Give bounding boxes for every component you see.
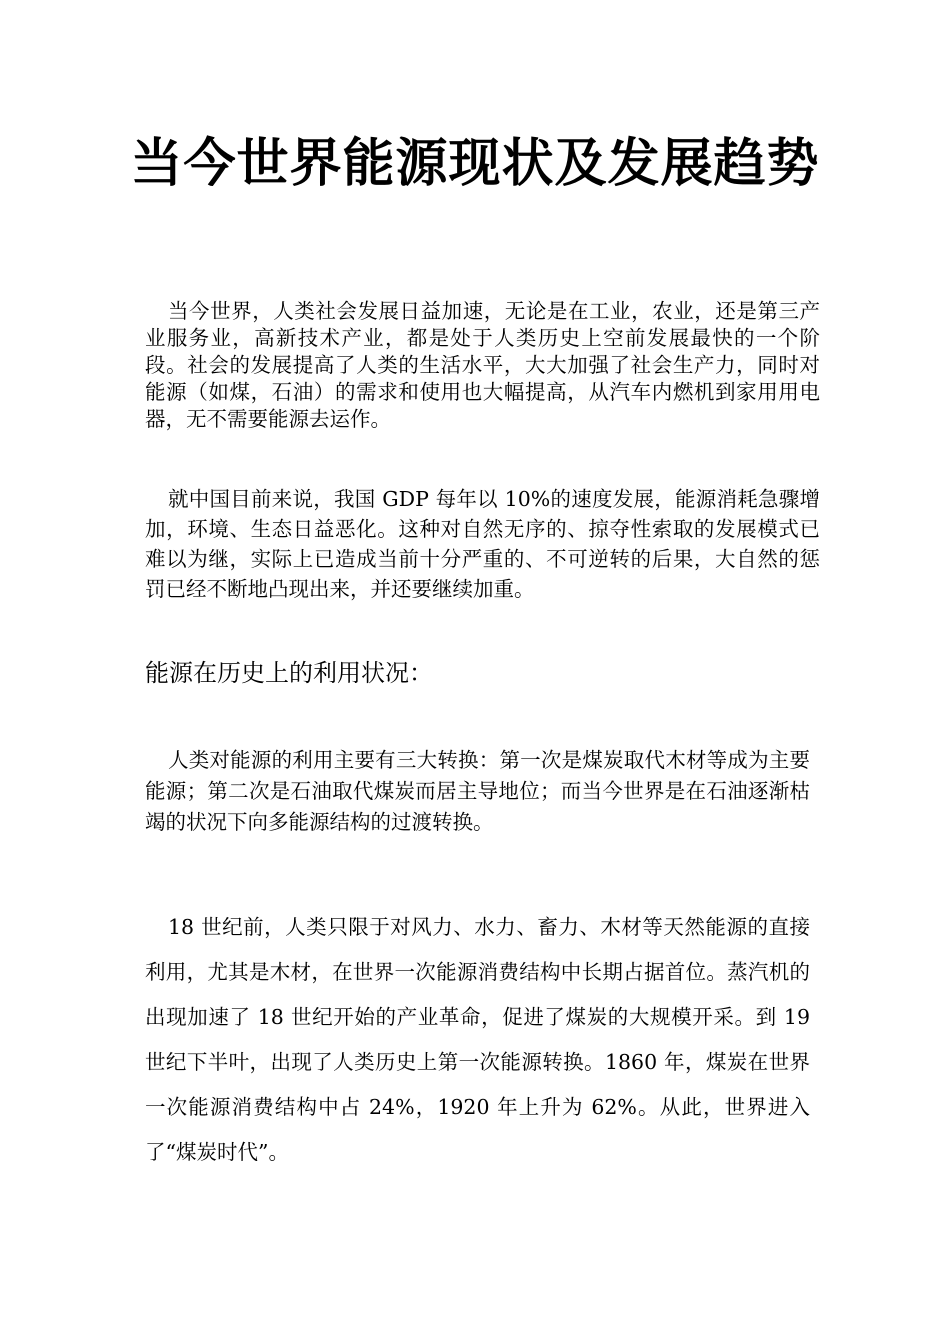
china-paragraph: 就中国目前来说，我国 GDP 每年以 10%的速度发展，能源消耗急骤增加，环境、生态日益恶化。这种对自然无序的、掠夺性索取的发展模式已难以为继，实际上已造成当前十分严重的、不可逆转的后果，大自然的惩罚已经不断地凸现出来，并还要继续加重。 (145, 487, 820, 601)
intro-paragraph: 当今世界，人类社会发展日益加速，无论是在工业，农业，还是第三产业服务业，高新技术产业，都是处于人类历史上空前发展最快的一个阶段。社会的发展提高了人类的生活水平，大大加强了社会生产力，同时对能源（如煤，石油）的需求和使用也大幅提高，从汽车内燃机到家用用电器，无不需要能源去运作。 (145, 299, 820, 431)
coal-era-paragraph: 18 世纪前，人类只限于对风力、水力、畜力、木材等天然能源的直接利用，尤其是木材，在世界一次能源消费结构中长期占据首位。蒸汽机的出现加速了 18 世纪开始的产业革命，促进了煤炭的大规模开采。到 19 世纪下半叶，出现了人类历史上第一次能源转换。1860 年，煤炭在世界一次能源消费结构中占 24%，1920 年上升为 62%。从此，世界进入了“煤炭时代”。 (145, 915, 810, 1164)
document-title: 当今世界能源现状及发展趋势 (130, 134, 820, 194)
energy-transition-paragraph: 人类对能源的利用主要有三大转换：第一次是煤炭取代木材等成为主要能源；第二次是石油取代煤炭而居主导地位；而当今世界是在石油逐渐枯竭的状况下向多能源结构的过渡转换。 (145, 748, 810, 834)
section-heading: 能源在历史上的利用状况： (145, 659, 433, 687)
